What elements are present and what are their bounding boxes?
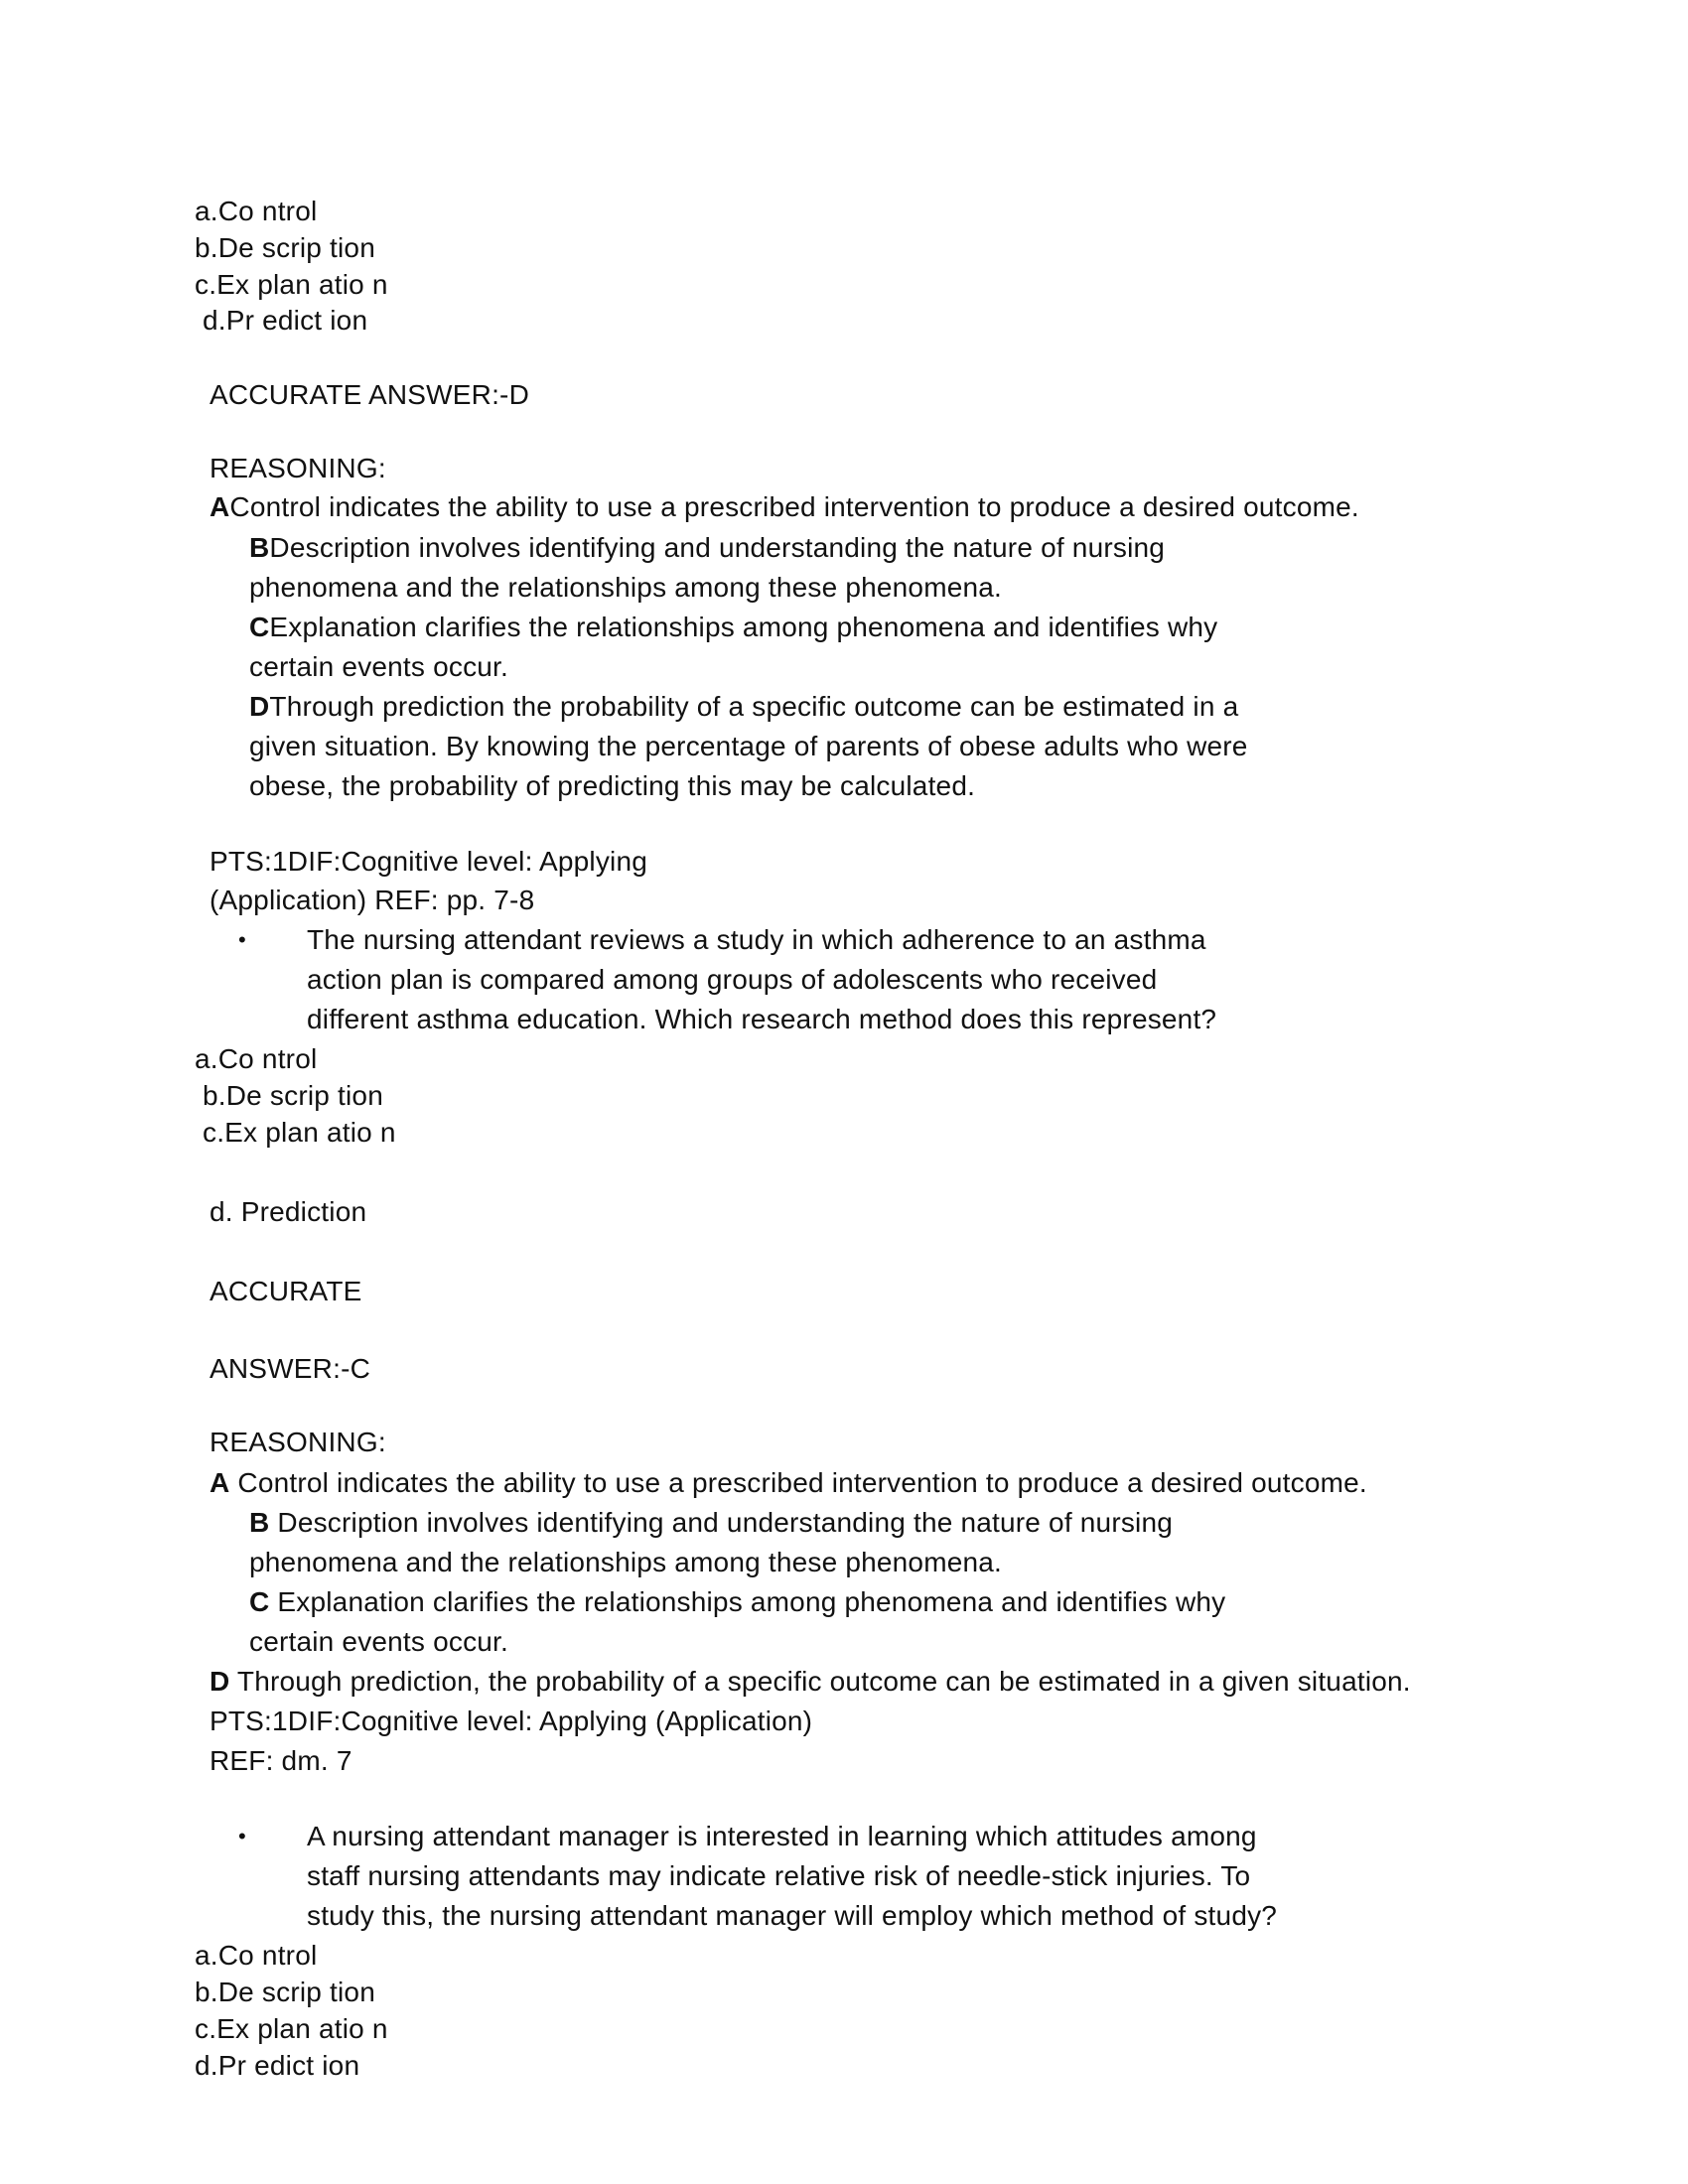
q1-option-d: d.Pr edict ion <box>203 305 368 336</box>
q2-question-line-2: action plan is compared among groups of adolescents who received <box>307 964 1158 995</box>
q3-question-line-2: staff nursing attendants may indicate relative risk of needle-stick injuries. To <box>307 1860 1251 1891</box>
q2-ref: REF: dm. 7 <box>210 1745 352 1776</box>
q1-option-b: b.De scrip tion <box>195 232 375 263</box>
q2-reason-c-cont: certain events occur. <box>249 1626 508 1657</box>
q2-reasoning-heading: REASONING: <box>210 1427 386 1457</box>
q2-option-c: c.Ex plan atio n <box>203 1117 396 1148</box>
q3-option-a: a.Co ntrol <box>195 1940 318 1971</box>
q3-bullet: • <box>238 1824 246 1848</box>
q2-pts: PTS:1DIF:Cognitive level: Applying (Application) <box>210 1706 813 1736</box>
q1-reason-a: AControl indicates the ability to use a prescribed intervention to produce a desired outcome. <box>210 491 1359 522</box>
q3-option-d: d.Pr edict ion <box>195 2050 360 2081</box>
q3-option-c: c.Ex plan atio n <box>195 2013 388 2044</box>
q1-reason-d-cont2: obese, the probability of predicting this may be calculated. <box>249 770 976 801</box>
q2-bullet: • <box>238 927 246 952</box>
q1-pts: PTS:1DIF:Cognitive level: Applying <box>210 846 648 877</box>
q2-question-line-3: different asthma education. Which research method does this represent? <box>307 1004 1217 1034</box>
q2-answer: ANSWER:-C <box>210 1353 371 1384</box>
q2-option-a: a.Co ntrol <box>195 1043 318 1074</box>
q2-option-d: d. Prediction <box>210 1196 367 1227</box>
q2-option-b: b.De scrip tion <box>203 1080 383 1111</box>
q1-reason-b-cont: phenomena and the relationships among these phenomena. <box>249 572 1003 603</box>
q2-reason-b-cont: phenomena and the relationships among these phenomena. <box>249 1547 1003 1577</box>
q1-reason-d-cont: given situation. By knowing the percentage of parents of obese adults who were <box>249 731 1248 761</box>
q1-reason-c-cont: certain events occur. <box>249 651 508 682</box>
q1-reason-b: BDescription involves identifying and understanding the nature of nursing <box>249 532 1166 563</box>
q2-reason-b: B Description involves identifying and understanding the nature of nursing <box>249 1507 1174 1538</box>
q2-reason-c: C Explanation clarifies the relationships among phenomena and identifies why <box>249 1586 1226 1617</box>
q3-question-line-3: study this, the nursing attendant manager will employ which method of study? <box>307 1900 1278 1931</box>
q3-question-line-1: A nursing attendant manager is interested in learning which attitudes among <box>307 1821 1257 1851</box>
q2-reason-d: D Through prediction, the probability of a specific outcome can be estimated in a given situation. <box>210 1666 1411 1697</box>
q2-reason-a: A Control indicates the ability to use a prescribed intervention to produce a desired outcome. <box>210 1467 1367 1498</box>
q1-option-c: c.Ex plan atio n <box>195 269 388 300</box>
q2-question-line-1: The nursing attendant reviews a study in which adherence to an asthma <box>307 924 1206 955</box>
q2-accurate: ACCURATE <box>210 1276 362 1306</box>
q1-reason-d: DThrough prediction the probability of a specific outcome can be estimated in a <box>249 691 1239 722</box>
q1-reasoning-heading: REASONING: <box>210 453 386 483</box>
q1-answer: ACCURATE ANSWER:-D <box>210 379 529 410</box>
q3-option-b: b.De scrip tion <box>195 1977 375 2007</box>
q1-ref: (Application) REF: pp. 7-8 <box>210 885 535 915</box>
q1-option-a: a.Co ntrol <box>195 196 318 226</box>
q1-reason-c: CExplanation clarifies the relationships among phenomena and identifies why <box>249 612 1218 642</box>
